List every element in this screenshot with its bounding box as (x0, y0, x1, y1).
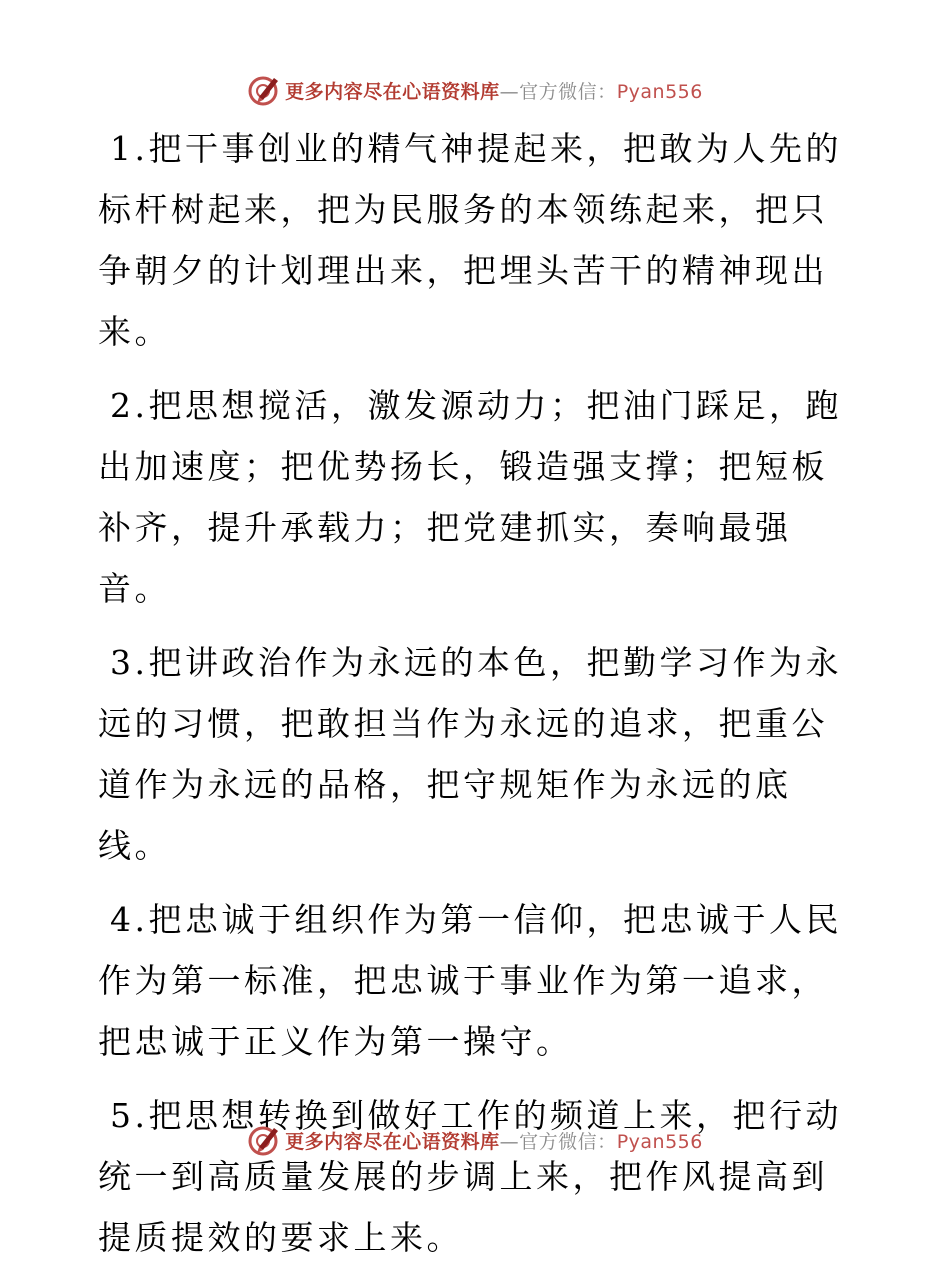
paragraph-4: 4.把忠诚于组织作为第一信仰，把忠诚于人民作为第一标准，把忠诚于事业作为第一追求，把忠诚于正义作为第一操守。 (98, 900, 842, 1061)
paragraph-2: 2.把思想搅活，激发源动力；把油门踩足，跑出加速度；把优势扬长，锻造强支撑；把短板补齐，提升承载力；把党建抓实，奏响最强音。 (98, 386, 842, 608)
paragraph-3: 3.把讲政治作为永远的本色，把勤学习作为永远的习惯，把敢担当作为永远的追求，把重公道作为永远的品格，把守规矩作为永远的底线。 (98, 643, 842, 865)
header-wechat-label: 官方微信： (519, 80, 617, 103)
footer-banner (0, 1120, 950, 1160)
paragraph-5: 5.把思想转换到做好工作的频道上来，把行动统一到高质量发展的步调上来，把作风提高到提质提效的要求上来。 (98, 1096, 842, 1257)
footer-wechat-id: Pyan556 (616, 1130, 703, 1153)
document-body (98, 118, 858, 1281)
header-text (285, 77, 703, 104)
footer-text (285, 1127, 703, 1154)
pen-logo-icon (247, 73, 281, 107)
footer-wechat-label: 官方微信： (519, 1130, 617, 1153)
footer-site-name: 更多内容尽在心语资料库 (285, 1130, 500, 1153)
header-site-name: 更多内容尽在心语资料库 (285, 80, 500, 103)
paragraph-1: 1.把干事创业的精气神提起来，把敢为人先的标杆树起来，把为民服务的本领练起来，把只争朝夕的计划理出来，把埋头苦干的精神现出来。 (98, 129, 842, 351)
header-wechat-id: Pyan556 (616, 80, 703, 103)
footer-separator: — (499, 1130, 520, 1153)
header-banner (0, 70, 950, 110)
header-separator: — (499, 80, 520, 103)
pen-logo-icon (247, 1123, 281, 1157)
